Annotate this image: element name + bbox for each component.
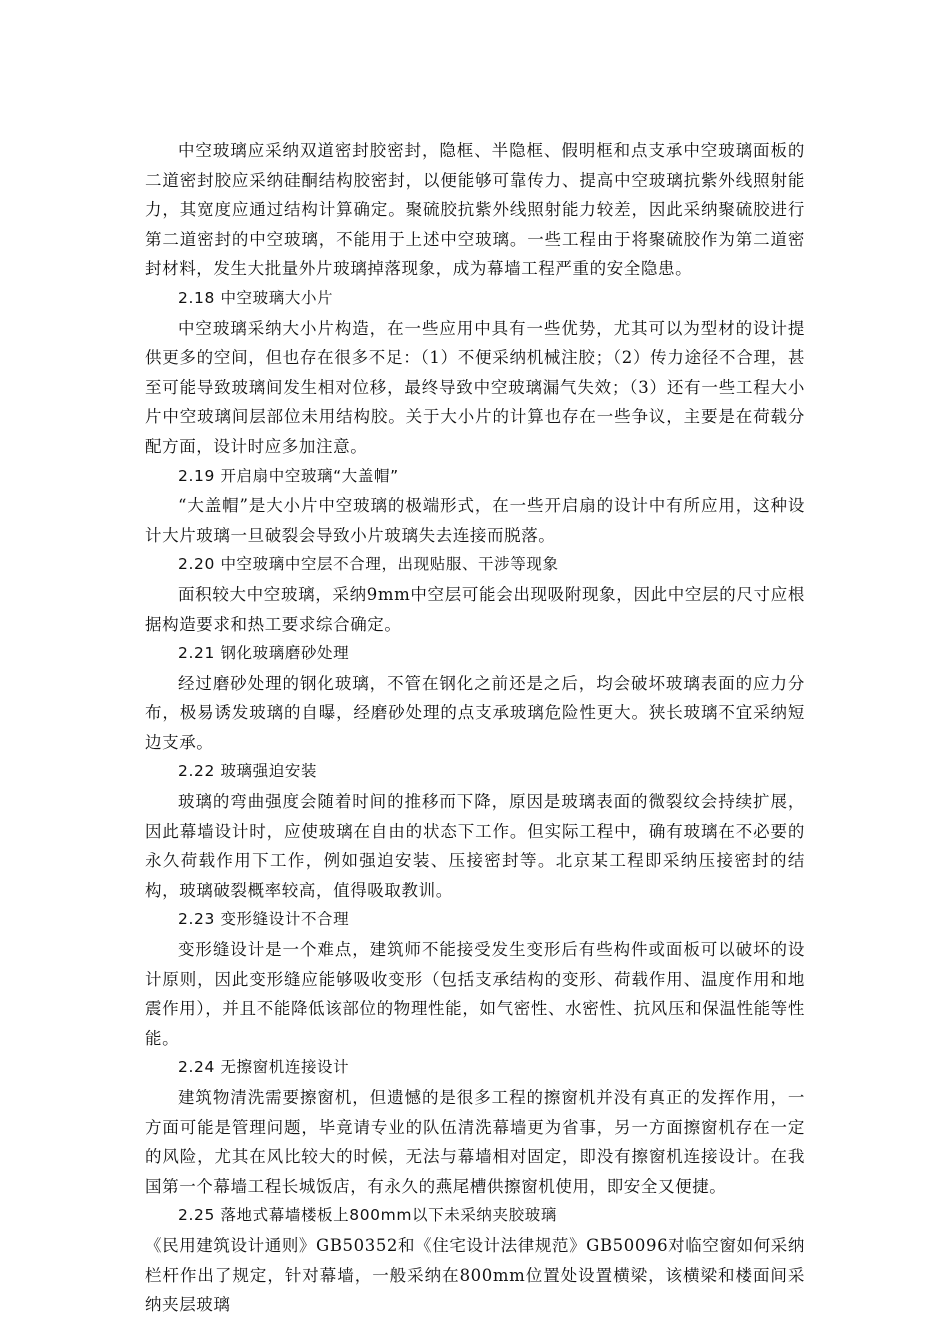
paragraph-2-19: “大盖帽”是大小片中空玻璃的极端形式，在一些开启扇的设计中有所应用，这种设计大片玻璃一旦破裂会导致小片玻璃失去连接而脱落。	[145, 496, 805, 545]
section-heading-2-22: 2.22 玻璃强迫安装	[178, 762, 318, 781]
section-heading-2-24: 2.24 无擦窗机连接设计	[178, 1058, 350, 1077]
paragraph-2-20: 面积较大中空玻璃，采纳9mm中空层可能会出现吸附现象，因此中空层的尺寸应根据构造要求和热工要求综合确定。	[145, 584, 805, 634]
section-heading-2-21: 2.21 钢化玻璃磨砂处理	[178, 644, 350, 663]
section-heading-2-20: 2.20 中空玻璃中空层不合理，出现贴服、干涉等现象	[178, 555, 559, 574]
section-heading-2-18: 2.18 中空玻璃大小片	[178, 288, 334, 307]
paragraph-2-24: 建筑物清洗需要擦窗机，但遗憾的是很多工程的擦窗机并没有真正的发挥作用，一方面可能是管理问题，毕竟请专业的队伍清洗幕墙更为省事，另一方面擦窗机存在一定的风险，尤其在风比较大的时候，无法与幕墙相对固定，即没有擦窗机连接设计。在我国第一个幕墙工程长城饭店，有永久的燕尾槽供擦窗机使用，即安全又便捷。	[145, 1088, 805, 1196]
section-heading-2-23: 2.23 变形缝设计不合理	[178, 910, 350, 929]
section-heading-2-19: 2.19 开启扇中空玻璃“大盖帽”	[178, 466, 399, 485]
paragraph-2-25: 《民用建筑设计通则》GB50352和《住宅设计法律规范》GB50096对临空窗如何采纳栏杆作出了规定，针对幕墙，一般采纳在800mm位置处设置横梁，该横梁和楼面间采纳夹层玻璃	[145, 1235, 805, 1315]
paragraph-insulating-glass-sealing: 中空玻璃应采纳双道密封胶密封，隐框、半隐框、假明框和点支承中空玻璃面板的二道密封胶应采纳硅酮结构胶密封，以便能够可靠传力、提高中空玻璃抗紫外线照射能力，其宽度应通过结构计算确定。聚硫胶抗紫外线照射能力较差，因此采纳聚硫胶进行第二道密封的中空玻璃，不能用于上述中空玻璃。一些工程由于将聚硫胶作为第二道密封材料，发生大批量外片玻璃掉落现象，成为幕墙工程严重的安全隐患。	[145, 141, 805, 279]
paragraph-2-21: 经过磨砂处理的钢化玻璃，不管在钢化之前还是之后，均会破坏玻璃表面的应力分布，极易诱发玻璃的自曝，经磨砂处理的点支承玻璃危险性更大。狭长玻璃不宜采纳短边支承。	[145, 673, 805, 752]
document-body	[145, 136, 805, 1320]
paragraph-2-22: 玻璃的弯曲强度会随着时间的推移而下降，原因是玻璃表面的微裂纹会持续扩展，因此幕墙设计时，应使玻璃在自由的状态下工作。但实际工程中，确有玻璃在不必要的永久荷载作用下工作，例如强迫安装、压接密封等。北京某工程即采纳压接密封的结构，玻璃破裂概率较高，值得吸取教训。	[145, 792, 805, 900]
paragraph-2-18: 中空玻璃采纳大小片构造，在一些应用中具有一些优势，尤其可以为型材的设计提供更多的空间，但也存在很多不足：（1）不便采纳机械注胶；（2）传力途径不合理，甚至可能导致玻璃间发生相对位移，最终导致中空玻璃漏气失效；（3）还有一些工程大小片中空玻璃间层部位未用结构胶。关于大小片的计算也存在一些争议，主要是在荷载分配方面，设计时应多加注意。	[145, 318, 805, 456]
section-heading-2-25: 2.25 落地式幕墙楼板上800mm以下未采纳夹胶玻璃	[178, 1206, 557, 1225]
paragraph-2-23: 变形缝设计是一个难点，建筑师不能接受发生变形后有些构件或面板可以破坏的设计原则，因此变形缝应能够吸收变形（包括支承结构的变形、荷载作用、温度作用和地震作用），并且不能降低该部位的物理性能，如气密性、水密性、抗风压和保温性能等性能。	[145, 940, 805, 1048]
